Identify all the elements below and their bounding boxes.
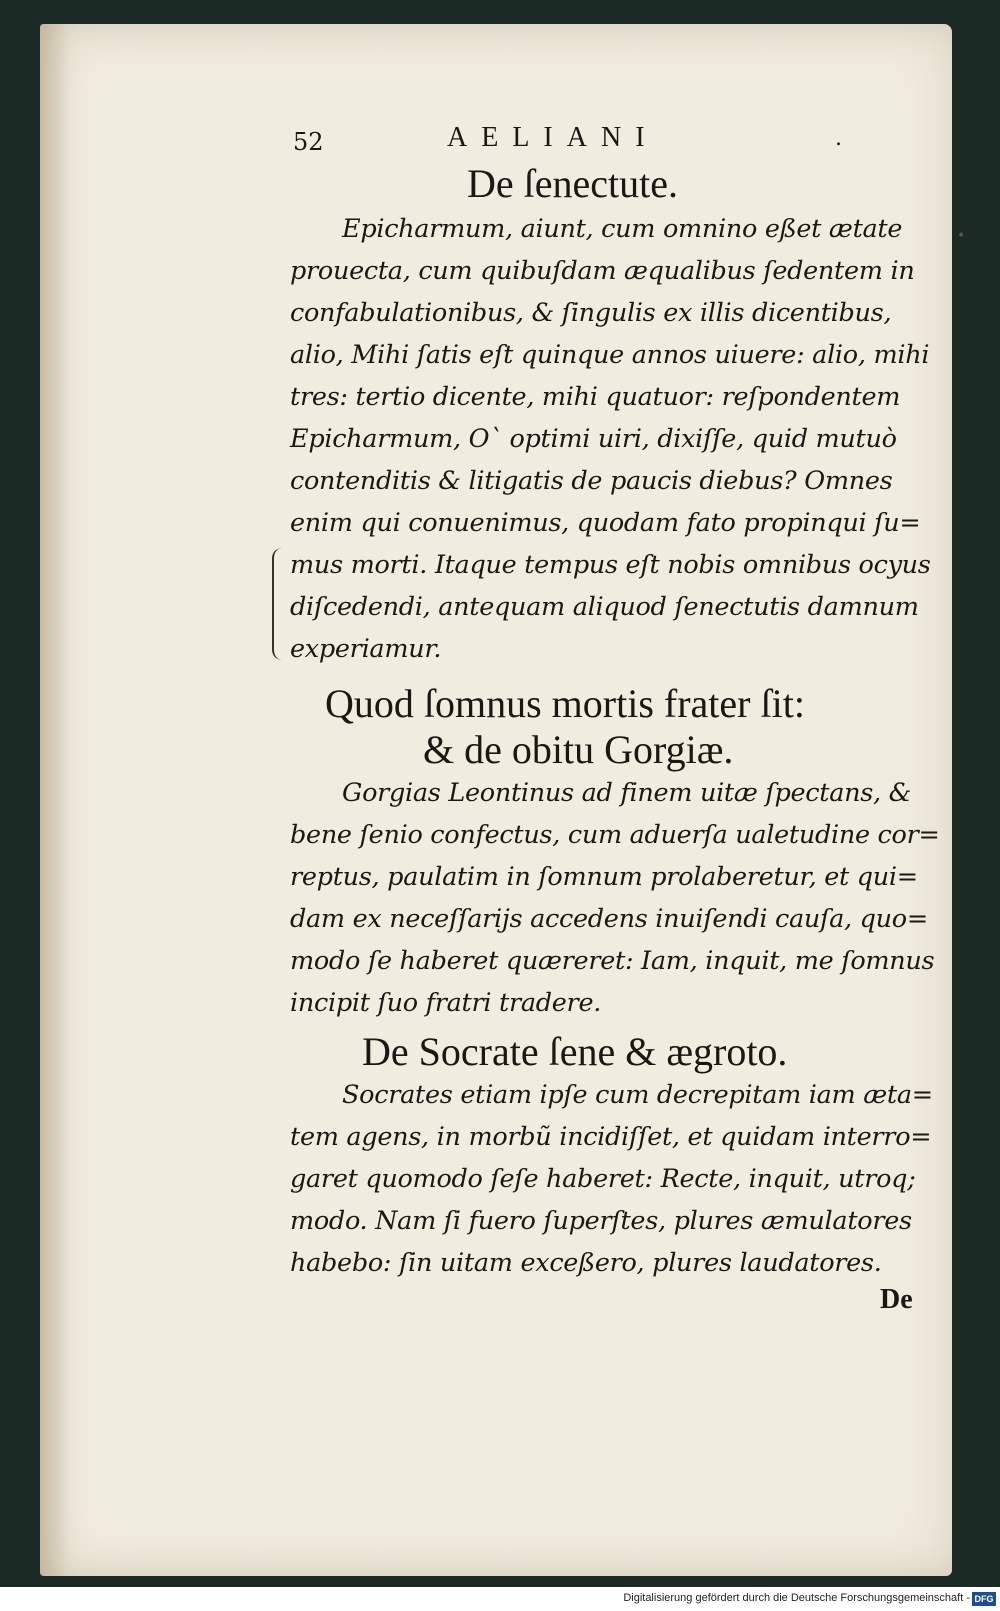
- section-heading: De ſenectute.: [467, 161, 678, 206]
- running-head-title: AELIANI: [447, 122, 659, 153]
- text-line: reptus, paulatim in ſomnum prolaberetur, et qui=: [290, 862, 918, 892]
- section-heading: & de obitu Gorgiæ.: [423, 727, 734, 772]
- text-line: confabulationibus, & ſingulis ex illis dicentibus,: [290, 298, 892, 328]
- text-line: contenditis & litigatis de paucis diebus? Omnes: [290, 466, 893, 496]
- text-line: modo. Nam ſi fuero ſuperſtes, plures æmulatores: [290, 1206, 912, 1236]
- text-line: garet quomodo ſeſe haberet: Recte, inquit, utroq;: [290, 1164, 916, 1194]
- text-line: diſcedendi, antequam aliquod ſenectutis damnum: [290, 592, 919, 622]
- text-line: alio, Mihi ſatis eſt quinque annos uiuere: alio, mihi: [290, 340, 930, 370]
- section-heading: Quod ſomnus mortis frater ſit:: [325, 681, 805, 726]
- funding-credit: Digitalisierung gefördert durch die Deutsche Forschungsgemeinschaft -: [623, 1592, 970, 1604]
- text-line: habebo: ſin uitam exceßero, plures laudatores.: [290, 1248, 882, 1278]
- text-line: tem agens, in morbũ incidiſſet, et quidam interro=: [290, 1122, 932, 1152]
- text-line: Gorgias Leontinus ad finem uitæ ſpectans, &: [342, 778, 912, 808]
- text-line: enim qui conuenimus, quodam fato propinqui ſu=: [290, 508, 921, 538]
- margin-brace-mark: [272, 548, 288, 660]
- text-line: modo ſe haberet quæreret: Iam, inquit, me ſomnus: [290, 946, 935, 976]
- text-line: Epicharmum, aiunt, cum omnino eßet ætate: [342, 214, 903, 244]
- running-head-dot: .: [835, 126, 842, 151]
- text-line: tres: tertio dicente, mihi quatuor: reſpondentem: [290, 382, 901, 412]
- margin-mark: •: [957, 228, 966, 244]
- page-gutter-shadow: [40, 24, 70, 1576]
- catchword: De: [880, 1284, 913, 1315]
- text-line: incipit ſuo fratri tradere.: [290, 988, 602, 1018]
- text-line: Socrates etiam ipſe cum decrepitam iam æta=: [342, 1080, 933, 1110]
- text-line: mus morti. Itaque tempus eſt nobis omnibus ocyus: [290, 550, 931, 580]
- text-line: bene ſenio confectus, cum aduerſa ualetudine cor=: [290, 820, 940, 850]
- dfg-logo: DFG: [972, 1592, 996, 1606]
- text-line: prouecta, cum quibuſdam æqualibus ſedentem in: [290, 256, 915, 286]
- text-line: experiamur.: [290, 634, 442, 664]
- text-line: Epicharmum, O` optimi uiri, dixiſſe, quid mutuò: [290, 424, 897, 454]
- page-number: 52: [293, 128, 324, 156]
- text-line: dam ex neceſſarijs accedens inuiſendi cauſa, quo=: [290, 904, 928, 934]
- section-heading: De Socrate ſene & ægroto.: [362, 1029, 788, 1074]
